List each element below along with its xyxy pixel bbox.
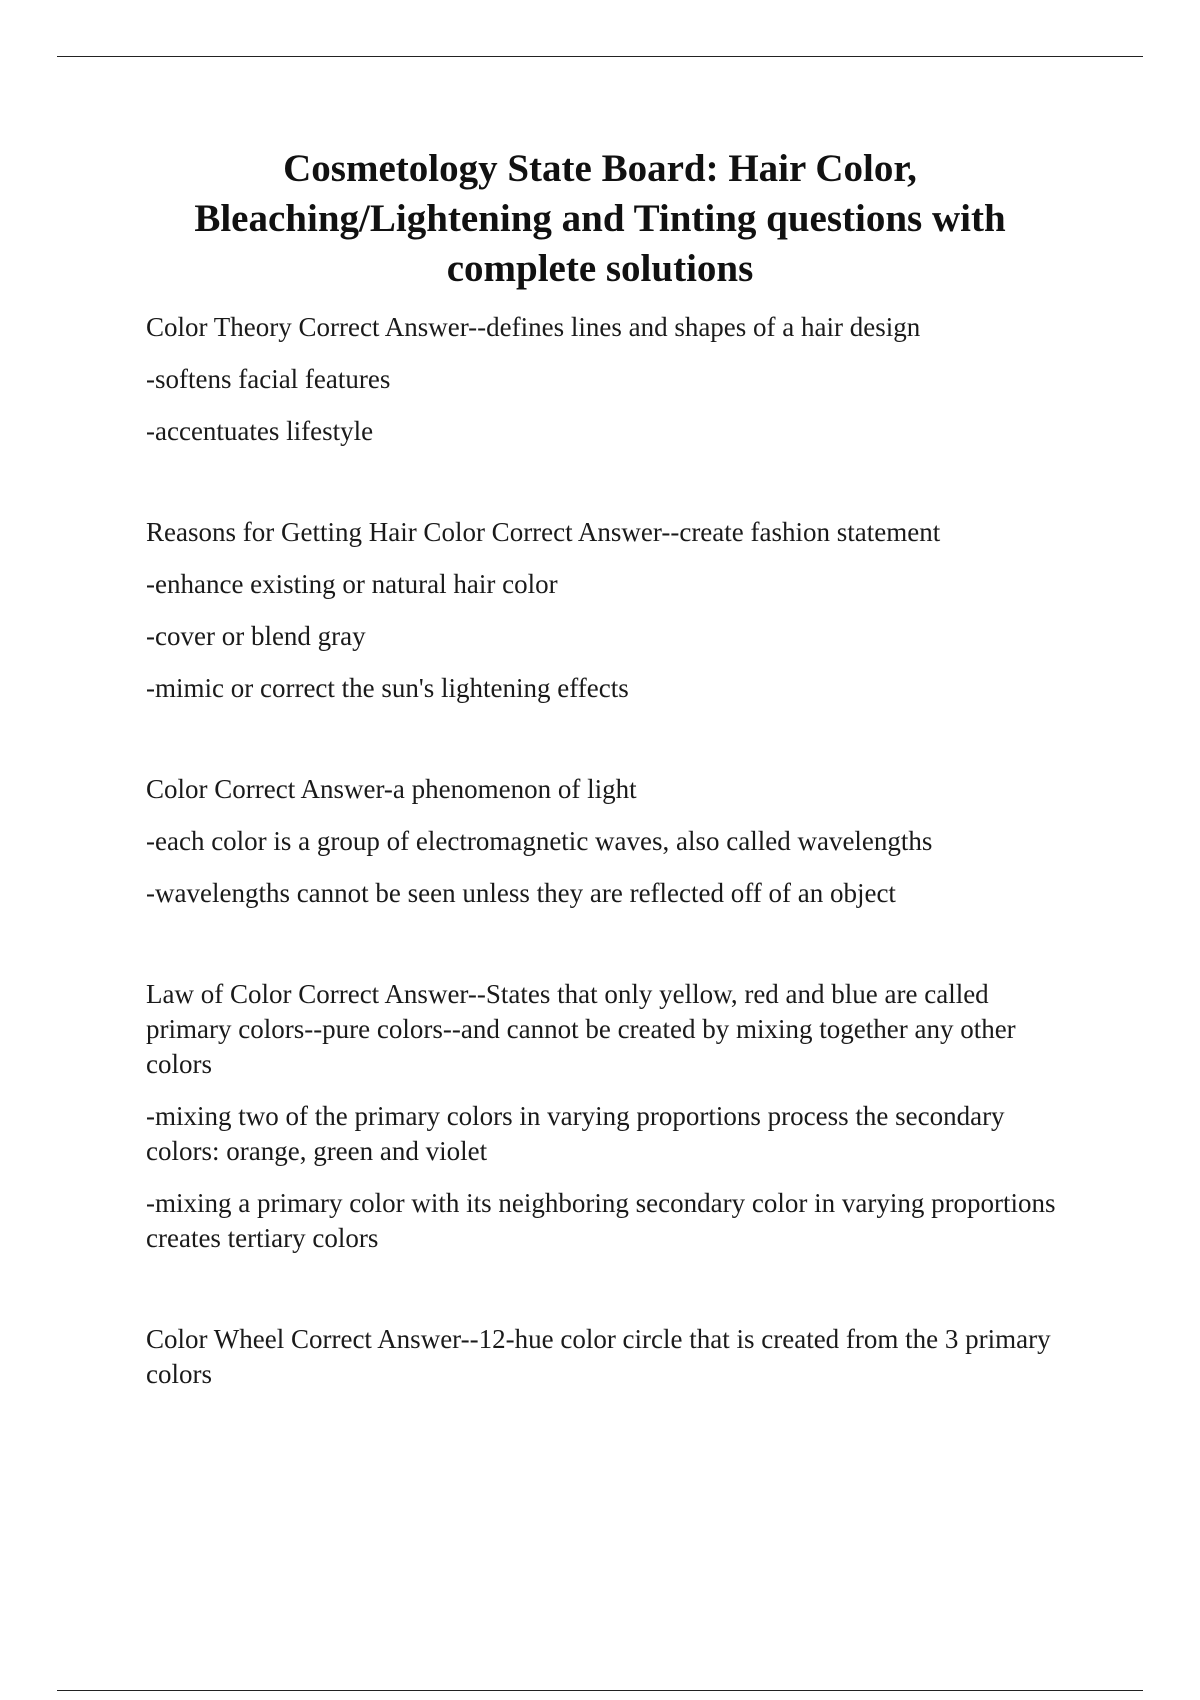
document-title: Cosmetology State Board: Hair Color, Bleaching/Lightening and Tinting questions with complete solutions bbox=[194, 147, 1006, 290]
qa-answer-line: -mimic or correct the sun's lightening effects bbox=[146, 673, 629, 703]
qa-question-line: Color Theory Correct Answer--defines lines and shapes of a hair design bbox=[146, 312, 921, 342]
qa-question-line: Law of Color Correct Answer--States that only yellow, red and blue are called primary colors--pure colors--and cannot be created by mixing together any other colors bbox=[146, 979, 1016, 1079]
qa-entry-color bbox=[146, 772, 1076, 911]
document-body bbox=[146, 310, 1076, 1458]
qa-entry-color-theory bbox=[146, 310, 1076, 449]
qa-entry-reasons-for-hair-color bbox=[146, 515, 1076, 706]
qa-entry-color-wheel bbox=[146, 1322, 1076, 1392]
qa-answer-line: -mixing two of the primary colors in varying proportions process the secondary colors: orange, green and violet bbox=[146, 1101, 1005, 1166]
qa-question-line: Reasons for Getting Hair Color Correct Answer--create fashion statement bbox=[146, 517, 941, 547]
qa-answer-line: -cover or blend gray bbox=[146, 621, 366, 651]
qa-answer-line: -mixing a primary color with its neighboring secondary color in varying proportions creates tertiary colors bbox=[146, 1188, 1056, 1253]
qa-question-line: Color Correct Answer-a phenomenon of light bbox=[146, 774, 637, 804]
qa-answer-line: -each color is a group of electromagnetic waves, also called wavelengths bbox=[146, 826, 933, 856]
qa-answer-line: -softens facial features bbox=[146, 364, 391, 394]
qa-entry-law-of-color bbox=[146, 977, 1076, 1256]
qa-question-line: Color Wheel Correct Answer--12-hue color circle that is created from the 3 primary colors bbox=[146, 1324, 1051, 1389]
qa-answer-line: -accentuates lifestyle bbox=[146, 416, 374, 446]
qa-answer-line: -enhance existing or natural hair color bbox=[146, 569, 558, 599]
footer-divider bbox=[57, 1690, 1143, 1691]
qa-answer-line: -wavelengths cannot be seen unless they are reflected off of an object bbox=[146, 878, 896, 908]
header-divider bbox=[57, 56, 1143, 57]
